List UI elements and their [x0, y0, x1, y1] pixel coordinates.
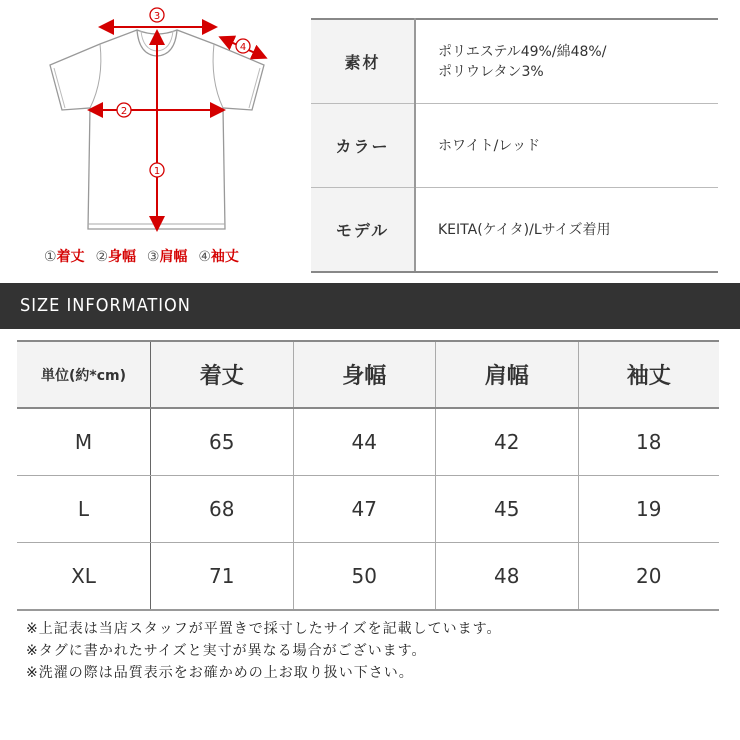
notes [26, 618, 502, 684]
spec-key: モデル [311, 188, 415, 273]
spec-row-material [311, 19, 718, 104]
spec-value: ホワイト/レッド [415, 104, 718, 188]
spec-value: KEITA(ケイタ)/Lサイズ着用 [415, 188, 718, 273]
table-cell: 44 [293, 408, 436, 476]
table-cell: 65 [151, 408, 294, 476]
size-label: XL [17, 543, 151, 611]
header-unit: 単位(約*cm) [17, 341, 151, 408]
svg-text:2: 2 [120, 106, 128, 117]
spec-key: カラー [311, 104, 415, 188]
note-line: ※洗濯の際は品質表示をお確かめの上お取り扱い下さい。 [26, 665, 414, 681]
spec-row-color [311, 104, 718, 188]
section-header [0, 283, 740, 329]
size-table [17, 340, 719, 611]
header-length: 着丈 [151, 341, 294, 408]
legend-item: ③肩幅 [146, 249, 188, 265]
table-cell: 48 [436, 543, 579, 611]
table-cell: 71 [151, 543, 294, 611]
table-row [17, 408, 719, 476]
spec-row-model [311, 188, 718, 273]
product-spec-table [311, 18, 718, 273]
svg-text:4: 4 [239, 42, 247, 53]
table-row [17, 543, 719, 611]
table-cell: 20 [578, 543, 719, 611]
header-sleeve: 袖丈 [578, 341, 719, 408]
header-width: 身幅 [293, 341, 436, 408]
section-title: SIZE INFORMATION [20, 295, 191, 316]
spec-value: ポリエステル49%/綿48%/ ポリウレタン3% [415, 19, 718, 104]
legend-item: ④袖丈 [198, 249, 239, 265]
svg-text:1: 1 [153, 166, 161, 177]
tshirt-outline-icon [0, 0, 300, 245]
header-shoulder: 肩幅 [436, 341, 579, 408]
note-line: ※タグに書かれたサイズと実寸が異なる場合がございます。 [26, 643, 427, 659]
table-cell: 19 [578, 476, 719, 543]
spec-key: 素材 [311, 19, 415, 104]
size-label: L [17, 476, 151, 543]
note-line: ※上記表は当店スタッフが平置きで採寸したサイズを記載しています。 [26, 621, 502, 637]
size-label: M [17, 408, 151, 476]
table-cell: 45 [436, 476, 579, 543]
tshirt-measurement-diagram [0, 0, 300, 280]
size-table-header [17, 341, 719, 408]
svg-text:3: 3 [153, 11, 161, 22]
legend-item: ②身幅 [95, 249, 136, 265]
table-cell: 68 [151, 476, 294, 543]
legend-item: ①着丈 [44, 249, 85, 265]
measurement-legend [44, 246, 245, 266]
table-cell: 42 [436, 408, 579, 476]
table-cell: 18 [578, 408, 719, 476]
table-cell: 50 [293, 543, 436, 611]
table-cell: 47 [293, 476, 436, 543]
table-row [17, 476, 719, 543]
